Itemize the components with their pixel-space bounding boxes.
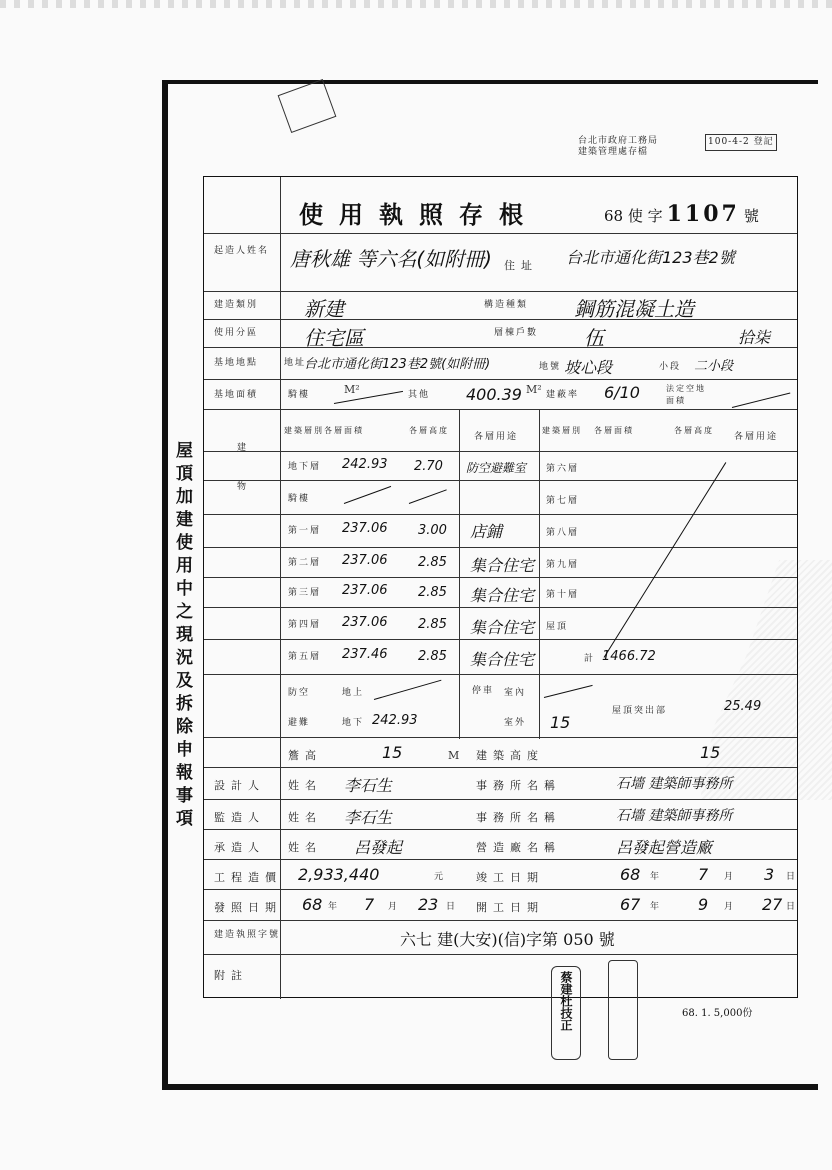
rule [204,859,797,860]
label-month: 月 [388,902,400,912]
label-address: 住址 [504,259,538,272]
strike-mark [604,462,727,658]
label-cost: 工程造價 [214,871,282,884]
label-roof-protrusion: 屋頂突出部 [612,706,668,716]
label-f10: 第十層 [546,590,580,600]
rule [204,480,797,481]
label-designer: 設計人 [214,779,265,792]
label-f9: 第九層 [546,560,580,570]
label-completion-date: 竣工日期 [476,871,544,884]
value-issue-month: 7 [364,895,375,914]
permit-number-suffix: 號 [743,207,759,225]
value-zoning: 住宅區 [304,326,364,350]
label-lot: 地號 [539,362,562,372]
value-contractor-name: 呂發起 [354,838,403,857]
col-floor: 建築層別 [284,426,324,435]
label-firm: 事務所名稱 [476,779,561,792]
permit-number-prefix: 68 使 字 [604,207,663,225]
rule [204,674,797,675]
value-start-day: 27 [762,895,783,914]
archive-stamp-line-2: 建築管理處存檔 [578,147,649,157]
value-f2-height: 2.85 [418,555,447,570]
value-basement-area: 242.93 [342,457,388,472]
rule [204,767,797,768]
value-f2-area: 237.06 [342,553,388,568]
label-f1: 第一層 [288,526,322,536]
value-parking-outdoor: 15 [550,713,571,732]
value-applicant: 唐秋雄 等六名(如附冊) [290,247,492,271]
label-start-date: 開工日期 [476,901,544,914]
label-building-height: 建築高度 [476,749,544,762]
archive-stamp-box: 100-4-2 登記 [705,134,777,151]
seal-text: 蔡建杜技正 [559,971,573,1031]
label-contractor: 承造人 [214,841,265,854]
label-year: 年 [650,872,662,882]
official-seal [551,966,581,1060]
label-floors-units: 層棟戶數 [494,328,539,338]
value-f1-height: 3.00 [418,523,447,538]
label-arcade: 騎樓 [288,390,311,400]
vrule [539,409,540,739]
value-f4-area: 237.06 [342,615,388,630]
rule [204,233,797,234]
value-floors: 伍 [584,326,604,350]
value-f2-use: 集合住宅 [470,556,535,575]
value-supervisor-firm: 石墻 建築師事務所 [616,808,733,824]
rule [204,889,797,890]
col-height-right: 各層高度 [674,426,714,435]
rule [204,639,797,640]
strike-mark [732,392,790,407]
value-cost: 2,933,440 [298,865,380,884]
value-f3-use: 集合住宅 [470,586,535,605]
value-site-addr: 台北市通化街123巷2號(如附冊) [304,357,491,372]
rule [204,920,797,921]
archive-stamp-lines [578,136,658,158]
rule [204,409,797,410]
value-basement-height: 2.70 [414,459,443,474]
rule [204,319,797,320]
value-permit-ref: 六七 建(大安)(信)字第 050 號 [400,930,615,949]
col-use-right: 各層用途 [734,432,779,442]
value-f1-use: 店鋪 [470,522,503,541]
strike-mark [344,486,391,504]
label-arcade-row: 騎樓 [288,494,311,504]
label-issue-date: 發照日期 [214,901,282,914]
label-day: 日 [446,902,458,912]
value-land-other: 400.39 [466,385,522,404]
label-small-parcel: 小段 [659,362,682,372]
rule [204,451,797,452]
label-f2: 第二層 [288,558,322,568]
rule [204,737,797,738]
rule [204,577,797,578]
label-eave-height: 簷高 [288,749,322,762]
value-designer-name: 李石生 [344,776,393,795]
side-seal [608,960,638,1060]
value-designer-firm: 石墻 建築師事務所 [616,776,733,792]
value-f4-use: 集合住宅 [470,618,535,637]
label-f8: 第八層 [546,528,580,538]
unit-m2: M² [344,383,360,396]
value-f3-area: 237.06 [342,583,388,598]
value-f3-height: 2.85 [418,585,447,600]
label-year: 年 [650,902,662,912]
label-zoning: 使用分區 [214,328,259,338]
value-completion-year: 68 [620,865,641,884]
label-basement: 地下層 [288,462,322,472]
scan-edge [0,0,832,8]
label-name: 姓名 [288,841,322,854]
label-refuge: 避難 [288,718,311,728]
value-roof-protrusion: 25.49 [724,699,762,714]
label-yuan: 元 [434,872,446,882]
unit-m2: M² [526,383,542,396]
value-f1-area: 237.06 [342,521,388,536]
label-legal-area: 法定空地面積 [666,384,706,405]
vrule [459,409,460,739]
label-applicant: 起造人姓名 [214,246,270,256]
value-units: 拾柒 [738,328,771,347]
value-small-parcel: 二小段 [694,359,734,374]
label-f6: 第六層 [546,464,580,474]
label-name: 姓名 [288,811,322,824]
label-roof: 屋頂 [546,622,569,632]
col-height: 各層高度 [409,426,449,435]
strike-mark [374,680,442,700]
label-outdoor: 室外 [504,718,527,728]
label-month: 月 [724,872,736,882]
label-remarks: 附註 [214,969,248,982]
value-f4-height: 2.85 [418,617,447,632]
label-building: 建物 [235,442,245,520]
value-eave-height: 15 [382,743,403,762]
label-firm: 事務所名稱 [476,811,561,824]
value-completion-day: 3 [764,865,775,884]
label-f3: 第三層 [288,588,322,598]
value-issue-year: 68 [302,895,323,914]
value-build-type: 新建 [304,297,344,321]
col-floor-right: 建築層別 [542,426,582,435]
label-company: 營造廠名稱 [476,841,561,854]
value-address: 台北市通化街123巷2號 [566,248,735,267]
label-site-addr: 地址 [284,358,307,368]
rule [204,514,797,515]
value-start-year: 67 [620,895,641,914]
label-total: 計 [584,654,596,664]
value-basement-use: 防空避難室 [466,461,527,475]
label-f5: 第五層 [288,652,322,662]
label-other: 其他 [408,390,431,400]
label-day: 日 [786,902,798,912]
value-f5-use: 集合住宅 [470,650,535,669]
value-total-area: 1466.72 [602,649,656,664]
label-day: 日 [786,872,798,882]
value-building-height: 15 [700,743,721,762]
value-refuge-underground: 242.93 [372,713,418,728]
label-ground: 地上 [342,688,365,698]
value-f5-area: 237.46 [342,647,388,662]
rule [204,291,797,292]
label-f7: 第七層 [546,496,580,506]
rule [204,607,797,608]
label-civil-defense: 防空 [288,688,311,698]
strike-mark [409,489,447,504]
permit-number [604,201,759,227]
col-area: 各層面積 [324,426,364,435]
rule [204,347,797,348]
value-f5-height: 2.85 [418,649,447,664]
value-completion-month: 7 [698,865,709,884]
label-build-type: 建造類別 [214,300,259,310]
rule [204,829,797,830]
strike-mark [544,685,593,698]
label-structure: 構造種類 [484,300,529,310]
value-contractor-company: 呂發起營造廠 [616,838,713,857]
label-parking: 停車 [472,686,495,696]
col-use: 各層用途 [474,432,519,442]
label-land-area: 基地面積 [214,390,259,400]
label-year: 年 [328,902,340,912]
permit-number-value: 1107 [666,201,740,227]
label-underground: 地下 [342,718,365,728]
value-issue-day: 23 [418,895,439,914]
value-structure: 鋼筋混凝土造 [574,297,694,321]
value-start-month: 9 [698,895,709,914]
value-coverage: 6/10 [604,383,640,402]
label-supervisor: 監造人 [214,811,265,824]
archive-stamp-line-1: 台北市政府工務局 [578,136,659,146]
unit-m: M [448,749,460,762]
rule [204,799,797,800]
permit-form [203,176,798,998]
label-site: 基地地點 [214,358,259,368]
label-indoor: 室內 [504,688,527,698]
form-title: 使用執照存根 [299,200,539,229]
edition-note: 68. 1. 5,000份 [682,1008,753,1019]
value-lot: 坡心段 [564,358,613,377]
rule [204,547,797,548]
label-coverage: 建蔽率 [546,390,580,400]
value-supervisor-name: 李石生 [344,808,393,827]
rule [204,954,797,955]
label-month: 月 [724,902,736,912]
side-note: 屋頂加建使用中之現況及拆除申報事項 [176,441,193,829]
col-area-right: 各層面積 [594,426,634,435]
label-f4: 第四層 [288,620,322,630]
label-name: 姓名 [288,779,322,792]
label-permit-ref: 建造執照字號 [214,930,281,940]
rule [204,379,797,380]
